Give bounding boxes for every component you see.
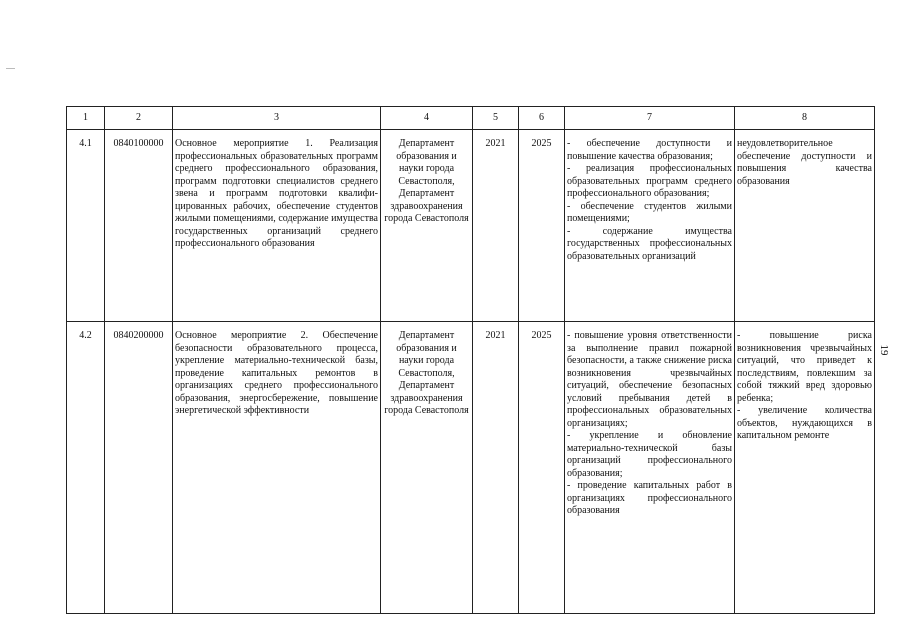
end-year: 2025: [519, 322, 565, 614]
header-col-1: 1: [67, 107, 105, 130]
budget-code: 0840200000: [105, 322, 173, 614]
header-col-4: 4: [381, 107, 473, 130]
header-col-2: 2: [105, 107, 173, 130]
header-col-3: 3: [173, 107, 381, 130]
responsible-executor: Департамент образования и науки города Севастополя, Департамент здравоохранения города Севастополя: [381, 130, 473, 322]
scan-margin-mark: [6, 68, 15, 69]
expected-results: - повышение уровня ответственности за выполнение правил пожарной безопасности, а также снижение риска возникновения чрезвычайных ситуаций, обеспечение безопасных условий пребывания детей в профессиональных образовательных организациях; - укрепление и обновление материально-технической базы организаций профессионального образования; - проведение капитальных работ в организациях профессионального образования: [565, 322, 735, 614]
header-col-6: 6: [519, 107, 565, 130]
budget-code: 0840100000: [105, 130, 173, 322]
expected-results: - обеспечение доступности и повышение качества образования; - реализация профессиональных образовательных программ среднего профессионального образования; - обеспечение студентов жилыми помещениями; - содержание имущества государственных профессиональных образовательных организаций: [565, 130, 735, 322]
responsible-executor: Департамент образования и науки города Севастополя, Департамент здравоохранения города Севастополя: [381, 322, 473, 614]
measures-table: [66, 106, 875, 614]
table-row: [67, 322, 875, 614]
non-implementation-consequences: неудовлетворительное обеспечение доступности и повышения качества образования: [735, 130, 875, 322]
header-col-5: 5: [473, 107, 519, 130]
header-col-7: 7: [565, 107, 735, 130]
end-year: 2025: [519, 130, 565, 322]
start-year: 2021: [473, 322, 519, 614]
activity-description: Основное мероприятие 2. Обеспечение безопасности образовательного процесса, укрепление материально-технической базы, проведение капитальных ремонтов в организациях среднего профессионального образования, энергосбережение, повышение энергетической эффективности: [173, 322, 381, 614]
start-year: 2021: [473, 130, 519, 322]
activity-description: Основное мероприятие 1. Реализация профессиональных образовательных программ среднего профессионального образования, программ подготовки специалистов среднего звена и программ подготовки квалифицированных рабочих, обеспечение студентов жилыми помещениями, содержание имущества государственных организаций среднего профессионального образования: [173, 130, 381, 322]
non-implementation-consequences: - повышение риска возникновения чрезвычайных ситуаций, что приведет к последствиям, повлекшим за собой тяжкий вред здоровью ребенка; - увеличение количества объектов, нуждающихся в капитальном ремонте: [735, 322, 875, 614]
page-number: 19: [878, 344, 890, 356]
row-number: 4.1: [67, 130, 105, 322]
row-number: 4.2: [67, 322, 105, 614]
header-col-8: 8: [735, 107, 875, 130]
column-number-row: [67, 107, 875, 130]
table-row: [67, 130, 875, 322]
